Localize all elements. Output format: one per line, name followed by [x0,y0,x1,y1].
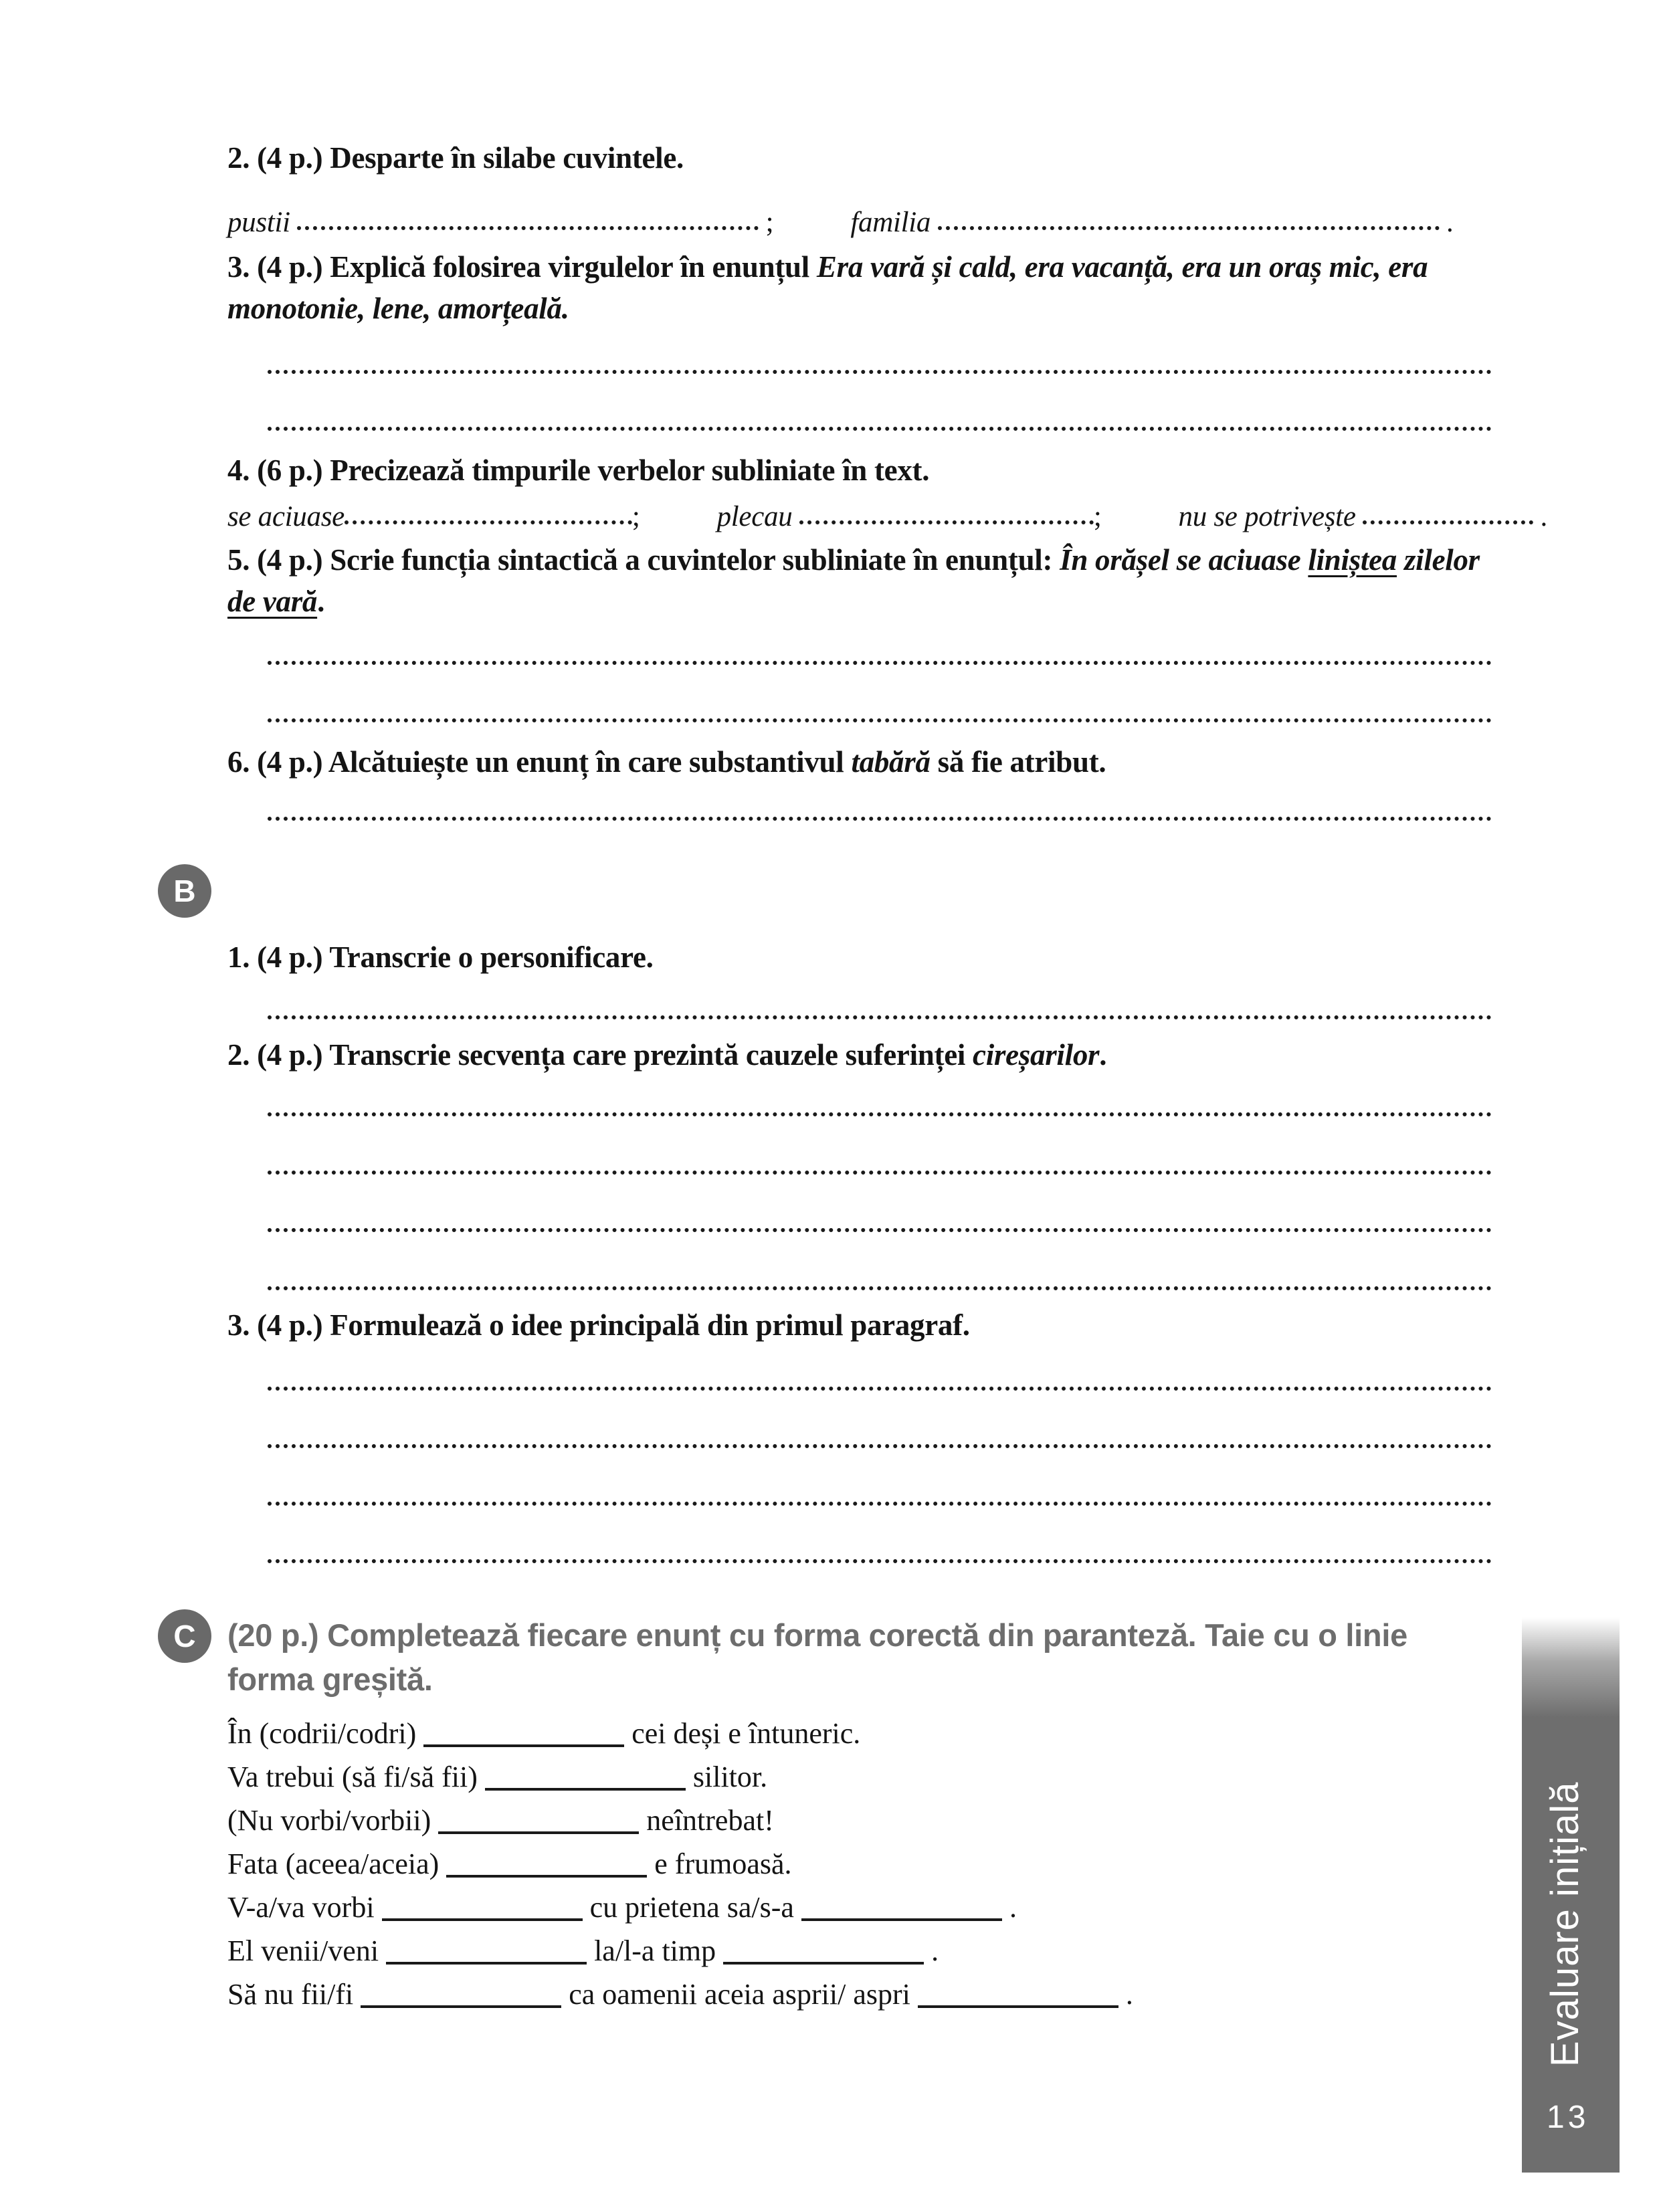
exercise-a3: 3. (4 p.) Explică folosirea virgulelor în enunțul Era vară și cald, era vacanță, era un oraș mic, era monotonie, lene, amorțeală. [227,250,1428,325]
answer-dotted-line [268,1015,1492,1019]
exercise-a4: 4. (6 p.) Precizează timpurile verbelor subliniate în text. [227,454,930,487]
answer-dotted-line [268,1444,1492,1448]
fill-in-sentence: Va trebui (să fi/să fii) silitor. [227,1761,768,1793]
fill-in-sentence: (Nu vorbi/vorbii) neîntrebat! [227,1804,774,1837]
syllables-answer-line: pustii ; familia . [227,207,1454,238]
fill-in-sentence: În (codrii/codri) cei deși e întuneric. [227,1717,861,1750]
answer-dotted-line [268,1112,1492,1116]
answer-dotted-line [268,370,1492,374]
exercise-b1: 1. (4 p.) Transcrie o personificare. [227,940,654,974]
answer-dotted-line [268,718,1492,722]
answer-dotted-line [268,427,1492,431]
exercise-b2: 2. (4 p.) Transcrie secvența care prezintă cauzele suferinței cireșarilor. [227,1038,1107,1072]
chapter-sidebar-label: Evaluare inițială [1543,1781,1587,2067]
exercise-a5: 5. (4 p.) Scrie funcția sintactică a cuvintelor subliniate în enunțul: În orășel se aciuase liniștea zilelor de vară. [227,543,1480,618]
answer-dotted-line [268,1171,1492,1175]
fill-in-sentence: El venii/veni la/l-a timp . [227,1934,939,1967]
exercise-a6: 6. (4 p.) Alcătuiește un enunț în care substantivul tabără să fie atribut. [227,745,1106,779]
verb-tenses-answer-line: se aciuase ; plecau ; nu se potrivește . [227,501,1547,532]
answer-dotted-line [268,1559,1492,1563]
section-b-badge: B [158,864,211,918]
exercise-a2: 2. (4 p.) Desparte în silabe cuvintele. [227,141,684,175]
answer-dotted-line [268,817,1492,821]
exercise-b3: 3. (4 p.) Formulează o idee principală din primul paragraf. [227,1308,970,1342]
answer-dotted-line [268,1387,1492,1391]
answer-dotted-line [268,1228,1492,1232]
answer-dotted-line [268,1286,1492,1290]
exercise-c-heading: (20 p.) Completează fiecare enunț cu forma corectă din paranteză. Taie cu o linie forma greșită. [227,1617,1407,1697]
fill-in-sentence: Fata (aceea/aceia) e frumoasă. [227,1847,792,1880]
fill-in-sentence: V-a/va vorbi cu prietena sa/s-a . [227,1891,1017,1924]
page-number: 13 [1547,2100,1589,2135]
answer-dotted-line [268,661,1492,665]
answer-dotted-line [268,1502,1492,1506]
section-c-badge: C [158,1609,211,1663]
fill-in-sentence: Să nu fii/fi ca oamenii aceia asprii/ aspri . [227,1978,1133,2011]
